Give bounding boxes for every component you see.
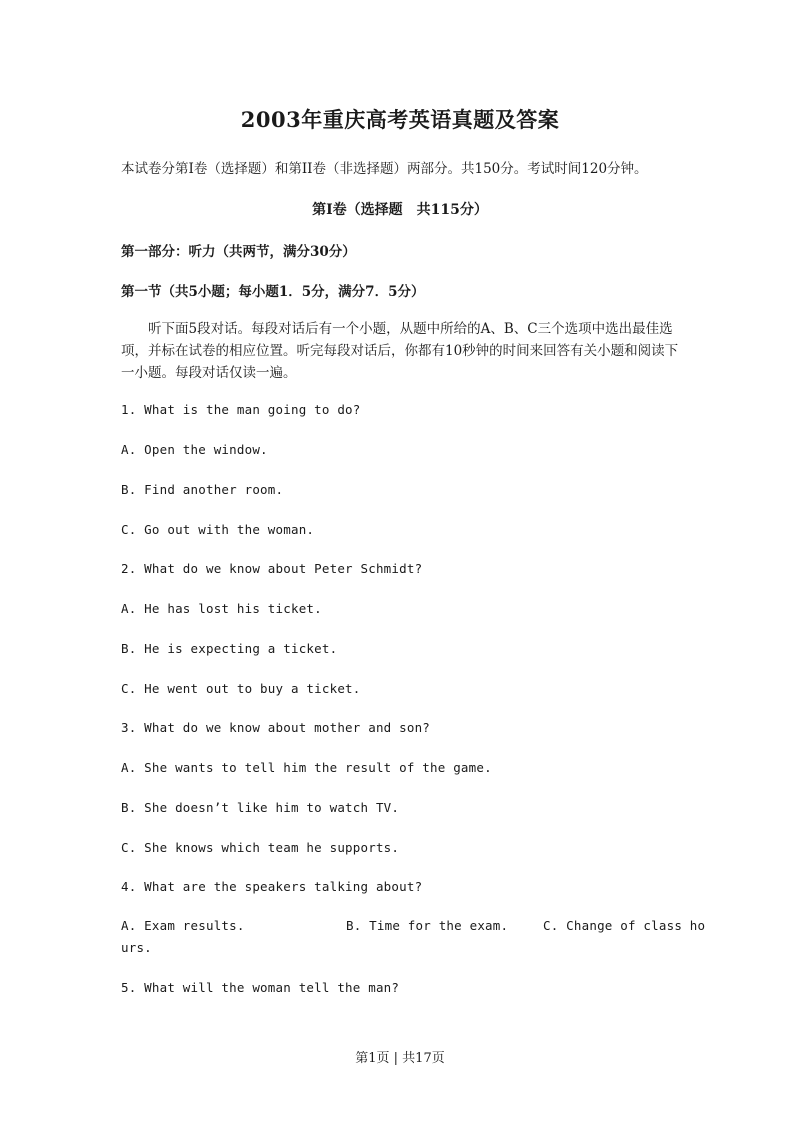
question-4-stem: 4. What are the speakers talking about? xyxy=(121,879,423,894)
exam-intro: 本试卷分第Ⅰ卷（选择题）和第II卷（非选择题）两部分。共150分。考试时间120分钟。 xyxy=(121,161,648,177)
section-heading: 第Ⅰ卷（选择题 共115分） xyxy=(312,202,488,218)
question-5-stem: 5. What will the woman tell the man? xyxy=(121,980,400,995)
question-4-option-b: B. Time for the exam. xyxy=(346,918,509,933)
question-1-option-c: C. Go out with the woman. xyxy=(121,522,315,537)
question-3-option-a: A. She wants to tell him the result of the game. xyxy=(121,760,492,775)
document-title: 2003年重庆高考英语真题及答案 xyxy=(240,107,560,132)
question-3-option-c: C. She knows which team he supports. xyxy=(121,840,400,855)
question-2-stem: 2. What do we know about Peter Schmidt? xyxy=(121,561,423,576)
question-4-option-c-wrap: urs. xyxy=(121,940,152,955)
question-1-option-b: B. Find another room. xyxy=(121,482,284,497)
instructions-paragraph: 听下面5段对话。每段对话后有一个小题，从题中所给的A、B、C三个选项中选出最佳选项，并标在试卷的相应位置。听完每段对话后，你都有10秒钟的时间来回答有关小题和阅读下一小题。每段对话仅读一遍。 xyxy=(121,321,679,381)
question-2-option-c: C. He went out to buy a ticket. xyxy=(121,681,361,696)
question-3-option-b: B. She doesn’t like him to watch TV. xyxy=(121,800,400,815)
question-4-option-a: A. Exam results. xyxy=(121,918,245,933)
page-footer: 第1页 | 共17页 xyxy=(355,1051,445,1066)
question-1-option-a: A. Open the window. xyxy=(121,442,268,457)
question-4-option-c: C. Change of class ho xyxy=(543,918,706,933)
part-heading: 第一部分：听力（共两节，满分30分） xyxy=(121,244,356,260)
question-2-option-a: A. He has lost his ticket. xyxy=(121,601,322,616)
question-1-stem: 1. What is the man going to do? xyxy=(121,402,361,417)
question-3-stem: 3. What do we know about mother and son? xyxy=(121,720,431,735)
question-2-option-b: B. He is expecting a ticket. xyxy=(121,641,338,656)
subsection-heading: 第一节（共5小题；每小题1．5分，满分7．5分） xyxy=(121,284,425,300)
